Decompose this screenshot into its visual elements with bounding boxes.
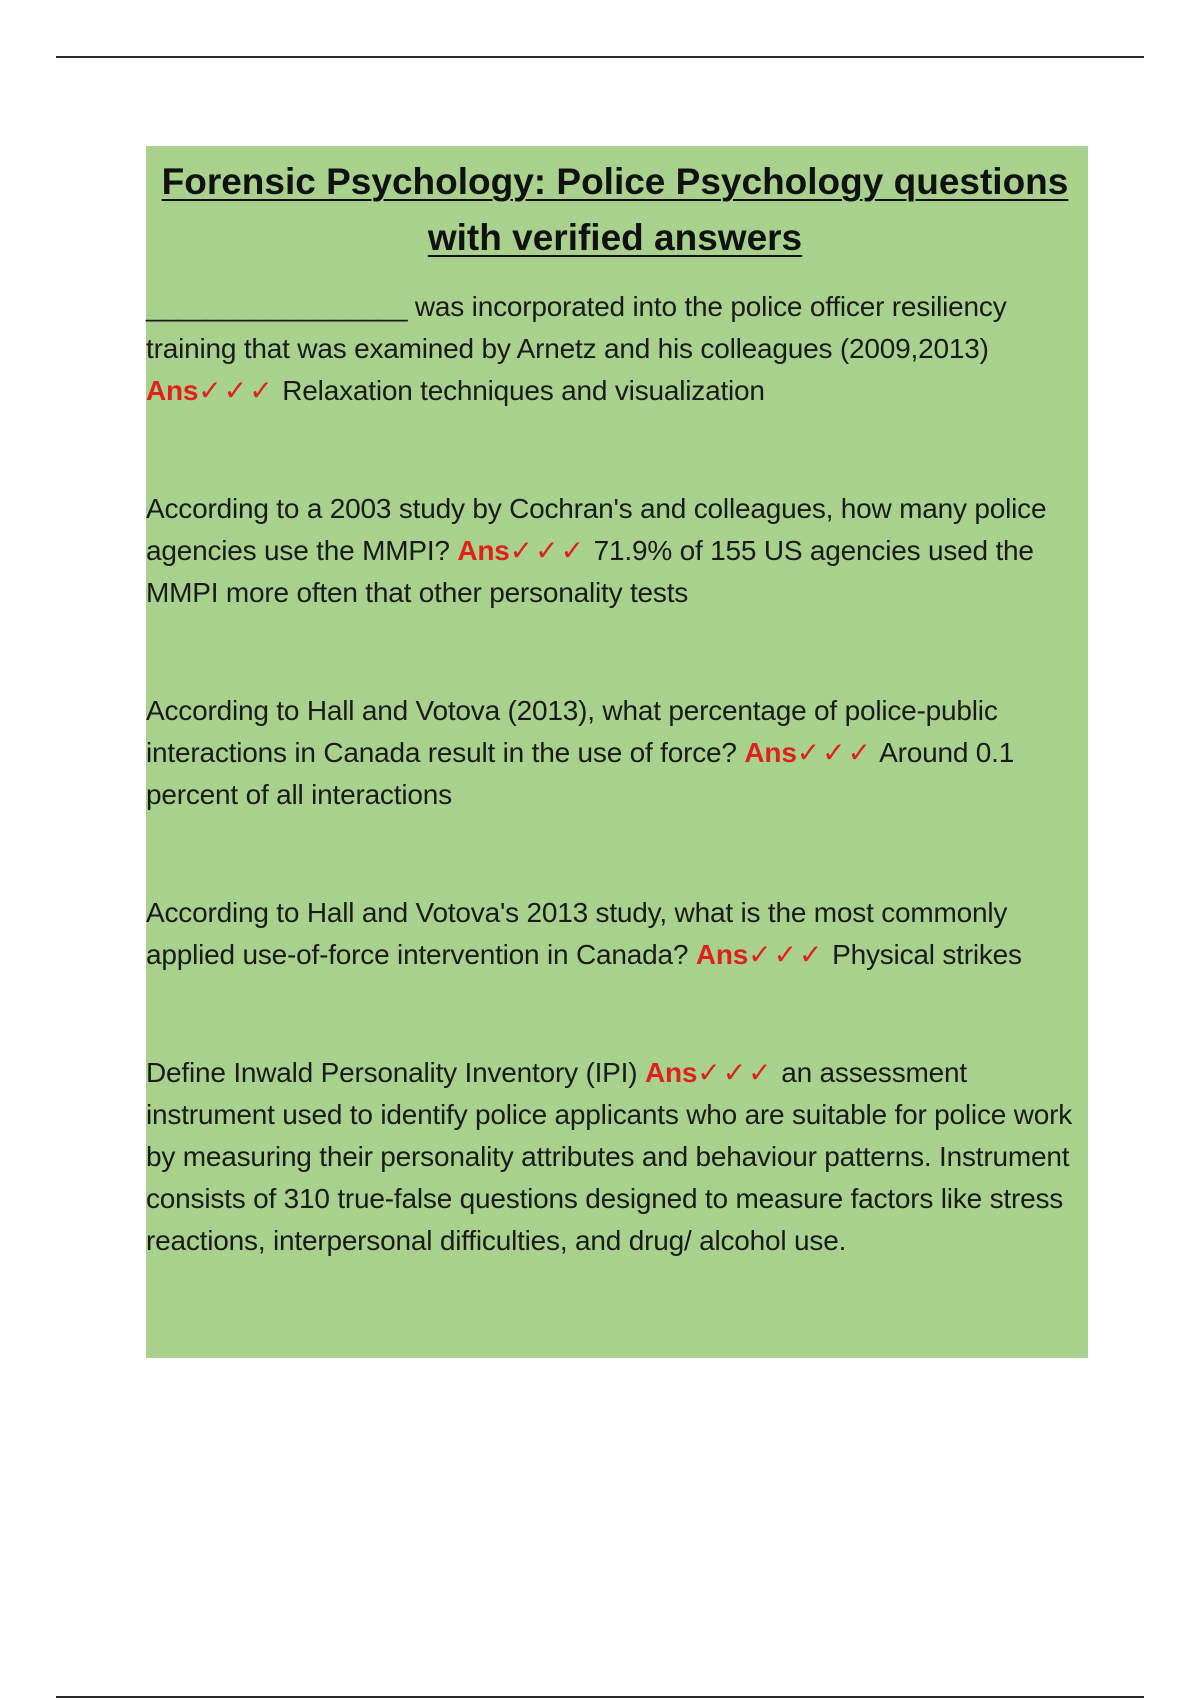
qa-item — [146, 488, 1084, 614]
answer-text: Around 0.1 percent of all interactions — [146, 737, 1015, 810]
qa-list — [146, 286, 1084, 1262]
check-marks-icon: ✓✓✓ — [509, 535, 587, 566]
question-text: According to Hall and Votova's 2013 study, what is the most commonly applied use-of-force intervention in Canada? — [146, 897, 1008, 970]
highlighted-content-block — [146, 146, 1088, 1358]
top-divider — [56, 56, 1144, 58]
qa-item — [146, 690, 1084, 816]
answer-text: Relaxation techniques and visualization — [282, 375, 765, 406]
document-title — [146, 154, 1084, 266]
answer-label: Ans — [457, 535, 510, 566]
answer-text: Physical strikes — [832, 939, 1022, 970]
title-line-1: Forensic Psychology: Police Psychology questions — [161, 161, 1069, 202]
title-line-2: with verified answers — [427, 217, 803, 258]
qa-item — [146, 892, 1084, 976]
check-marks-icon: ✓✓✓ — [796, 737, 874, 768]
qa-item — [146, 1052, 1084, 1262]
question-text: According to Hall and Votova (2013), what percentage of police-public interactions in Canada result in the use of force? — [146, 695, 998, 768]
check-marks-icon: ✓✓✓ — [697, 1057, 774, 1088]
answer-label: Ans — [744, 737, 797, 768]
bottom-divider — [56, 1696, 1144, 1698]
question-text: Define Inwald Personality Inventory (IPI) — [146, 1057, 638, 1088]
answer-text: 71.9% of 155 US agencies used the MMPI more often that other personality tests — [146, 535, 1034, 608]
question-text: _________________ was incorporated into the police officer resiliency training that was examined by Arnetz and his colleagues (2009,2013) — [146, 291, 1007, 364]
qa-item — [146, 286, 1084, 412]
check-marks-icon: ✓✓✓ — [748, 939, 825, 970]
check-marks-icon: ✓✓✓ — [198, 375, 275, 406]
answer-text: an assessment instrument used to identify police applicants who are suitable for police work by measuring their personality attributes and behaviour patterns. Instrument consists of 310 true-false questions designed to measure factors like stress reactions, interpersonal difficulties, and drug/ alcohol use. — [146, 1057, 1073, 1256]
answer-label: Ans — [644, 1057, 698, 1088]
answer-label: Ans — [695, 939, 749, 970]
question-text: According to a 2003 study by Cochran's and colleagues, how many police agencies use the MMPI? — [146, 493, 1047, 566]
answer-label: Ans — [146, 375, 199, 406]
